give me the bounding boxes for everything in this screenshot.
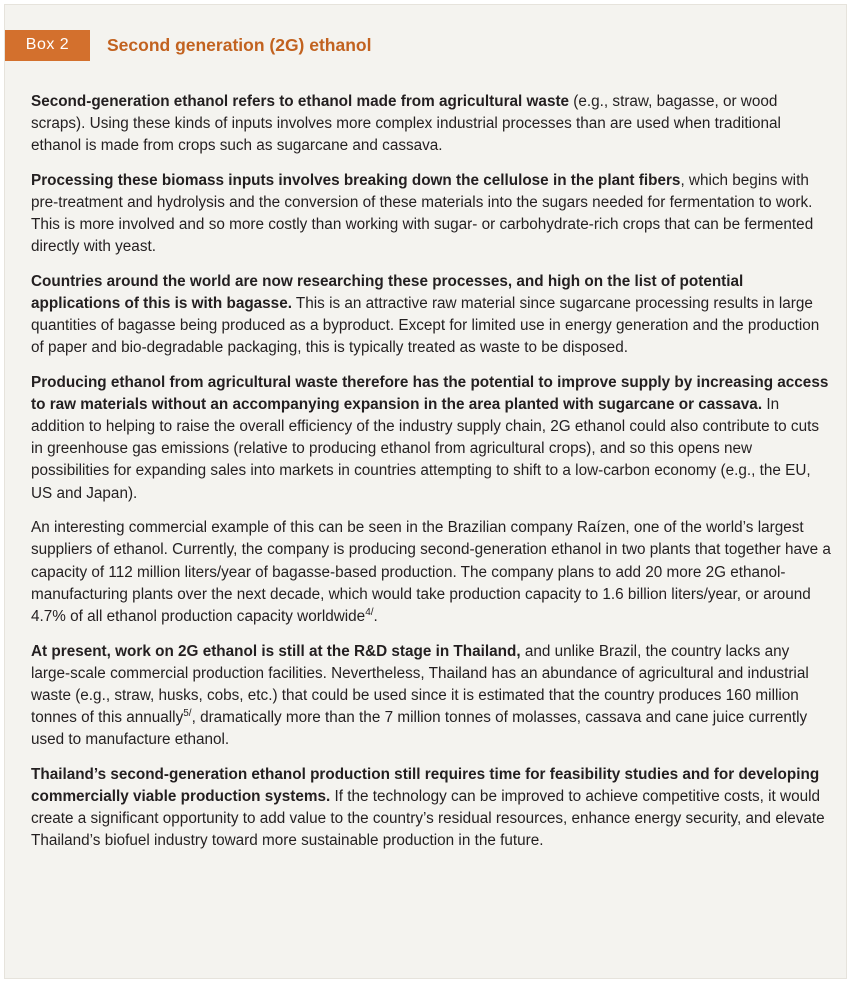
paragraph-3-lead: Countries around the world are now researching these processes, and high on the list of potential applications of this is with bagasse. <box>31 273 744 313</box>
info-box <box>4 4 847 979</box>
paragraph-4-lead: Producing ethanol from agricultural waste therefore has the potential to improve supply by increasing access to raw materials without an accompanying expansion in the area planted with sugarcane or cassava. <box>31 374 829 414</box>
box-header <box>5 28 371 62</box>
box-title: Second generation (2G) ethanol <box>107 34 372 55</box>
footnote-ref-5: 5/ <box>183 707 192 719</box>
paragraph-4 <box>31 372 831 505</box>
paragraph-1-lead: Second-generation ethanol refers to ethanol made from agricultural waste <box>31 93 570 110</box>
paragraph-6-end: , dramatically more than the 7 million tonnes of molasses, cassava and cane juice currently used to manufacture ethanol. <box>31 708 808 748</box>
footnote-ref-4: 4/ <box>365 606 374 618</box>
paragraph-5 <box>31 517 831 627</box>
paragraph-7-lead: Thailand’s second-generation ethanol production still requires time for feasibility studies and for developing commercially viable production systems. <box>31 765 820 805</box>
paragraph-1 <box>31 91 831 157</box>
paragraph-6 <box>31 641 831 751</box>
paragraph-6-text: and unlike Brazil, the country lacks any large-scale commercial production facilities. Nevertheless, Thailand has an abundance of agricultural and industrial waste (e.g., straw, husks, cobs, etc.) that could be used since it is estimated that the country produces 160 million tonnes of this annually <box>31 642 809 726</box>
paragraph-7 <box>31 764 831 852</box>
paragraph-6-lead: At present, work on 2G ethanol is still at the R&D stage in Thailand, <box>31 642 521 660</box>
paragraph-5-text: An interesting commercial example of this can be seen in the Brazilian company Raízen, one of the world’s largest suppliers of ethanol. Currently, the company is producing second-generation ethanol in two plants that together have a capacity of 112 million liters/year of bagasse-based production. The company plans to add 20 more 2G ethanol-manufacturing plants over the next decade, which would take production capacity to 1.6 billion liters/year, or around 4.7% of all ethanol production capacity worldwide <box>31 519 831 625</box>
box-number-tag: Box 2 <box>5 30 90 61</box>
paragraph-2-text: , which begins with pre-treatment and hydrolysis and the conversion of these materials into the sugars needed for fermentation to work. This is more involved and so more costly than working with sugar- or carbohydrate-rich crops that can be fermented directly with yeast. <box>31 171 814 256</box>
paragraph-1-text: (e.g., straw, bagasse, or wood scraps). Using these kinds of inputs involves more complex industrial processes than are used when traditional ethanol is made from crops such as sugarcane and cassava. <box>31 93 781 155</box>
paragraph-4-text: In addition to helping to raise the overall efficiency of the industry supply chain, 2G ethanol could also contribute to cuts in greenhouse gas emissions (relative to producing ethanol from agricultural crops), and so this opens new possibilities for expanding sales into markets in countries attempting to shift to a low-carbon economy (e.g., the EU, US and Japan). <box>31 396 819 502</box>
paragraph-3 <box>31 271 831 359</box>
paragraph-5-end: . <box>373 607 378 625</box>
box-body <box>31 91 831 865</box>
paragraph-2-lead: Processing these biomass inputs involves breaking down the cellulose in the plant fibers <box>31 171 681 189</box>
paragraph-3-text: This is an attractive raw material since sugarcane processing results in large quantities of bagasse being produced as a byproduct. Except for limited use in energy generation and the production of paper and bio-degradable packaging, this is typically treated as waste to be disposed. <box>31 295 820 357</box>
paragraph-7-text: If the technology can be improved to achieve competitive costs, it would create a significant opportunity to add value to the country’s residual resources, enhance energy security, and elevate Thailand’s biofuel industry toward more sustainable production in the future. <box>31 787 825 849</box>
paragraph-2 <box>31 170 831 258</box>
